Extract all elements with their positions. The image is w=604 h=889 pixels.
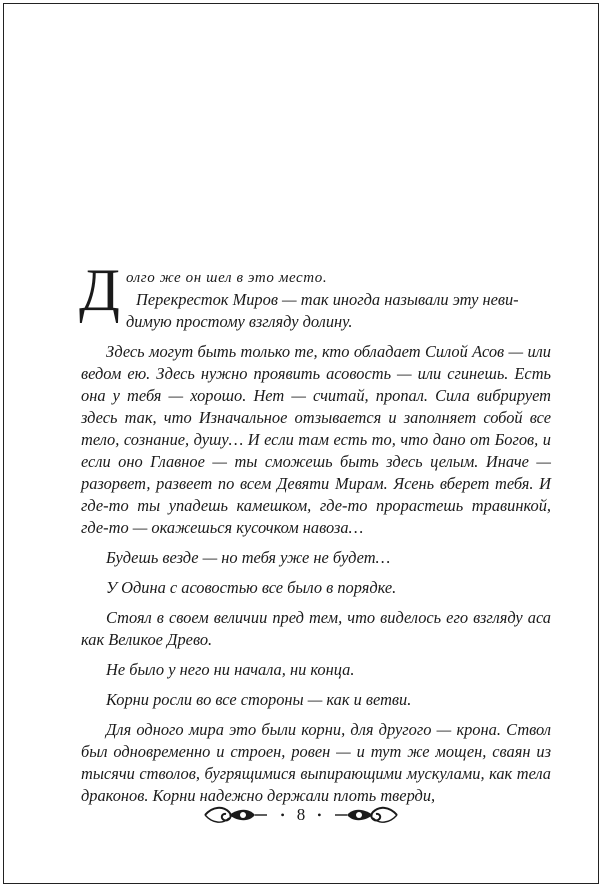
paragraph-1-line-2: Перекресток Миров — так иногда называли эту неви-	[136, 290, 519, 309]
paragraph-1	[79, 257, 551, 333]
paragraph-6: Не было у него ни начала, ни конца.	[106, 660, 355, 679]
right-ornament-icon	[333, 802, 399, 828]
paragraph-8: Для одного мира это были корни, для другого — крона. Ствол был одновременно и строен, ровен — и тут же мощен, сваян из тысячи стволов, бугрящимися выпирающими мускулами, как тела драконов. Корни надежно держали плоть тверди,	[81, 720, 551, 805]
page-number: 8	[296, 805, 306, 824]
text-block	[79, 257, 551, 815]
paragraph-3: Будешь везде — но тебя уже не будет…	[106, 548, 391, 567]
paragraph-7: Корни росли во все стороны — как и ветви.	[106, 690, 412, 709]
first-line: олго же он шел в это место.	[125, 270, 328, 286]
drop-cap: Д	[79, 257, 120, 323]
paragraph-5: Стоял в своем величии пред тем, что виделось его взгляду аса как Великое Древо.	[81, 608, 551, 649]
paragraph-4: У Одина с асовостью все было в порядке.	[106, 578, 397, 597]
left-dot: •	[280, 807, 285, 822]
page	[3, 3, 599, 884]
paragraph-1-line-3: димую простому взгляду долину.	[125, 312, 353, 331]
paragraph-2: Здесь могут быть только те, кто обладает Силой Асов — или ведом ею. Здесь нужно проявить асовость — или сгинешь. Есть она у тебя — хорошо. Нет — считай, пропал. Сила вибрирует здесь так, что Изначальное отзывается и заполняет собой все тело, сознание, душу… И если там есть то, что дано от Богов, и если оно Главное — ты сможешь быть здесь целым. Иначе — разорвет, развеет по всем Девяти Мирам. Ясень вберет тебя. И где-то ты упадешь камешком, где-то прорастешь травинкой, где-то — окажешься кусочком навоза…	[81, 342, 551, 537]
left-ornament-icon	[203, 802, 269, 828]
page-footer	[4, 802, 598, 828]
right-dot: •	[317, 807, 322, 822]
